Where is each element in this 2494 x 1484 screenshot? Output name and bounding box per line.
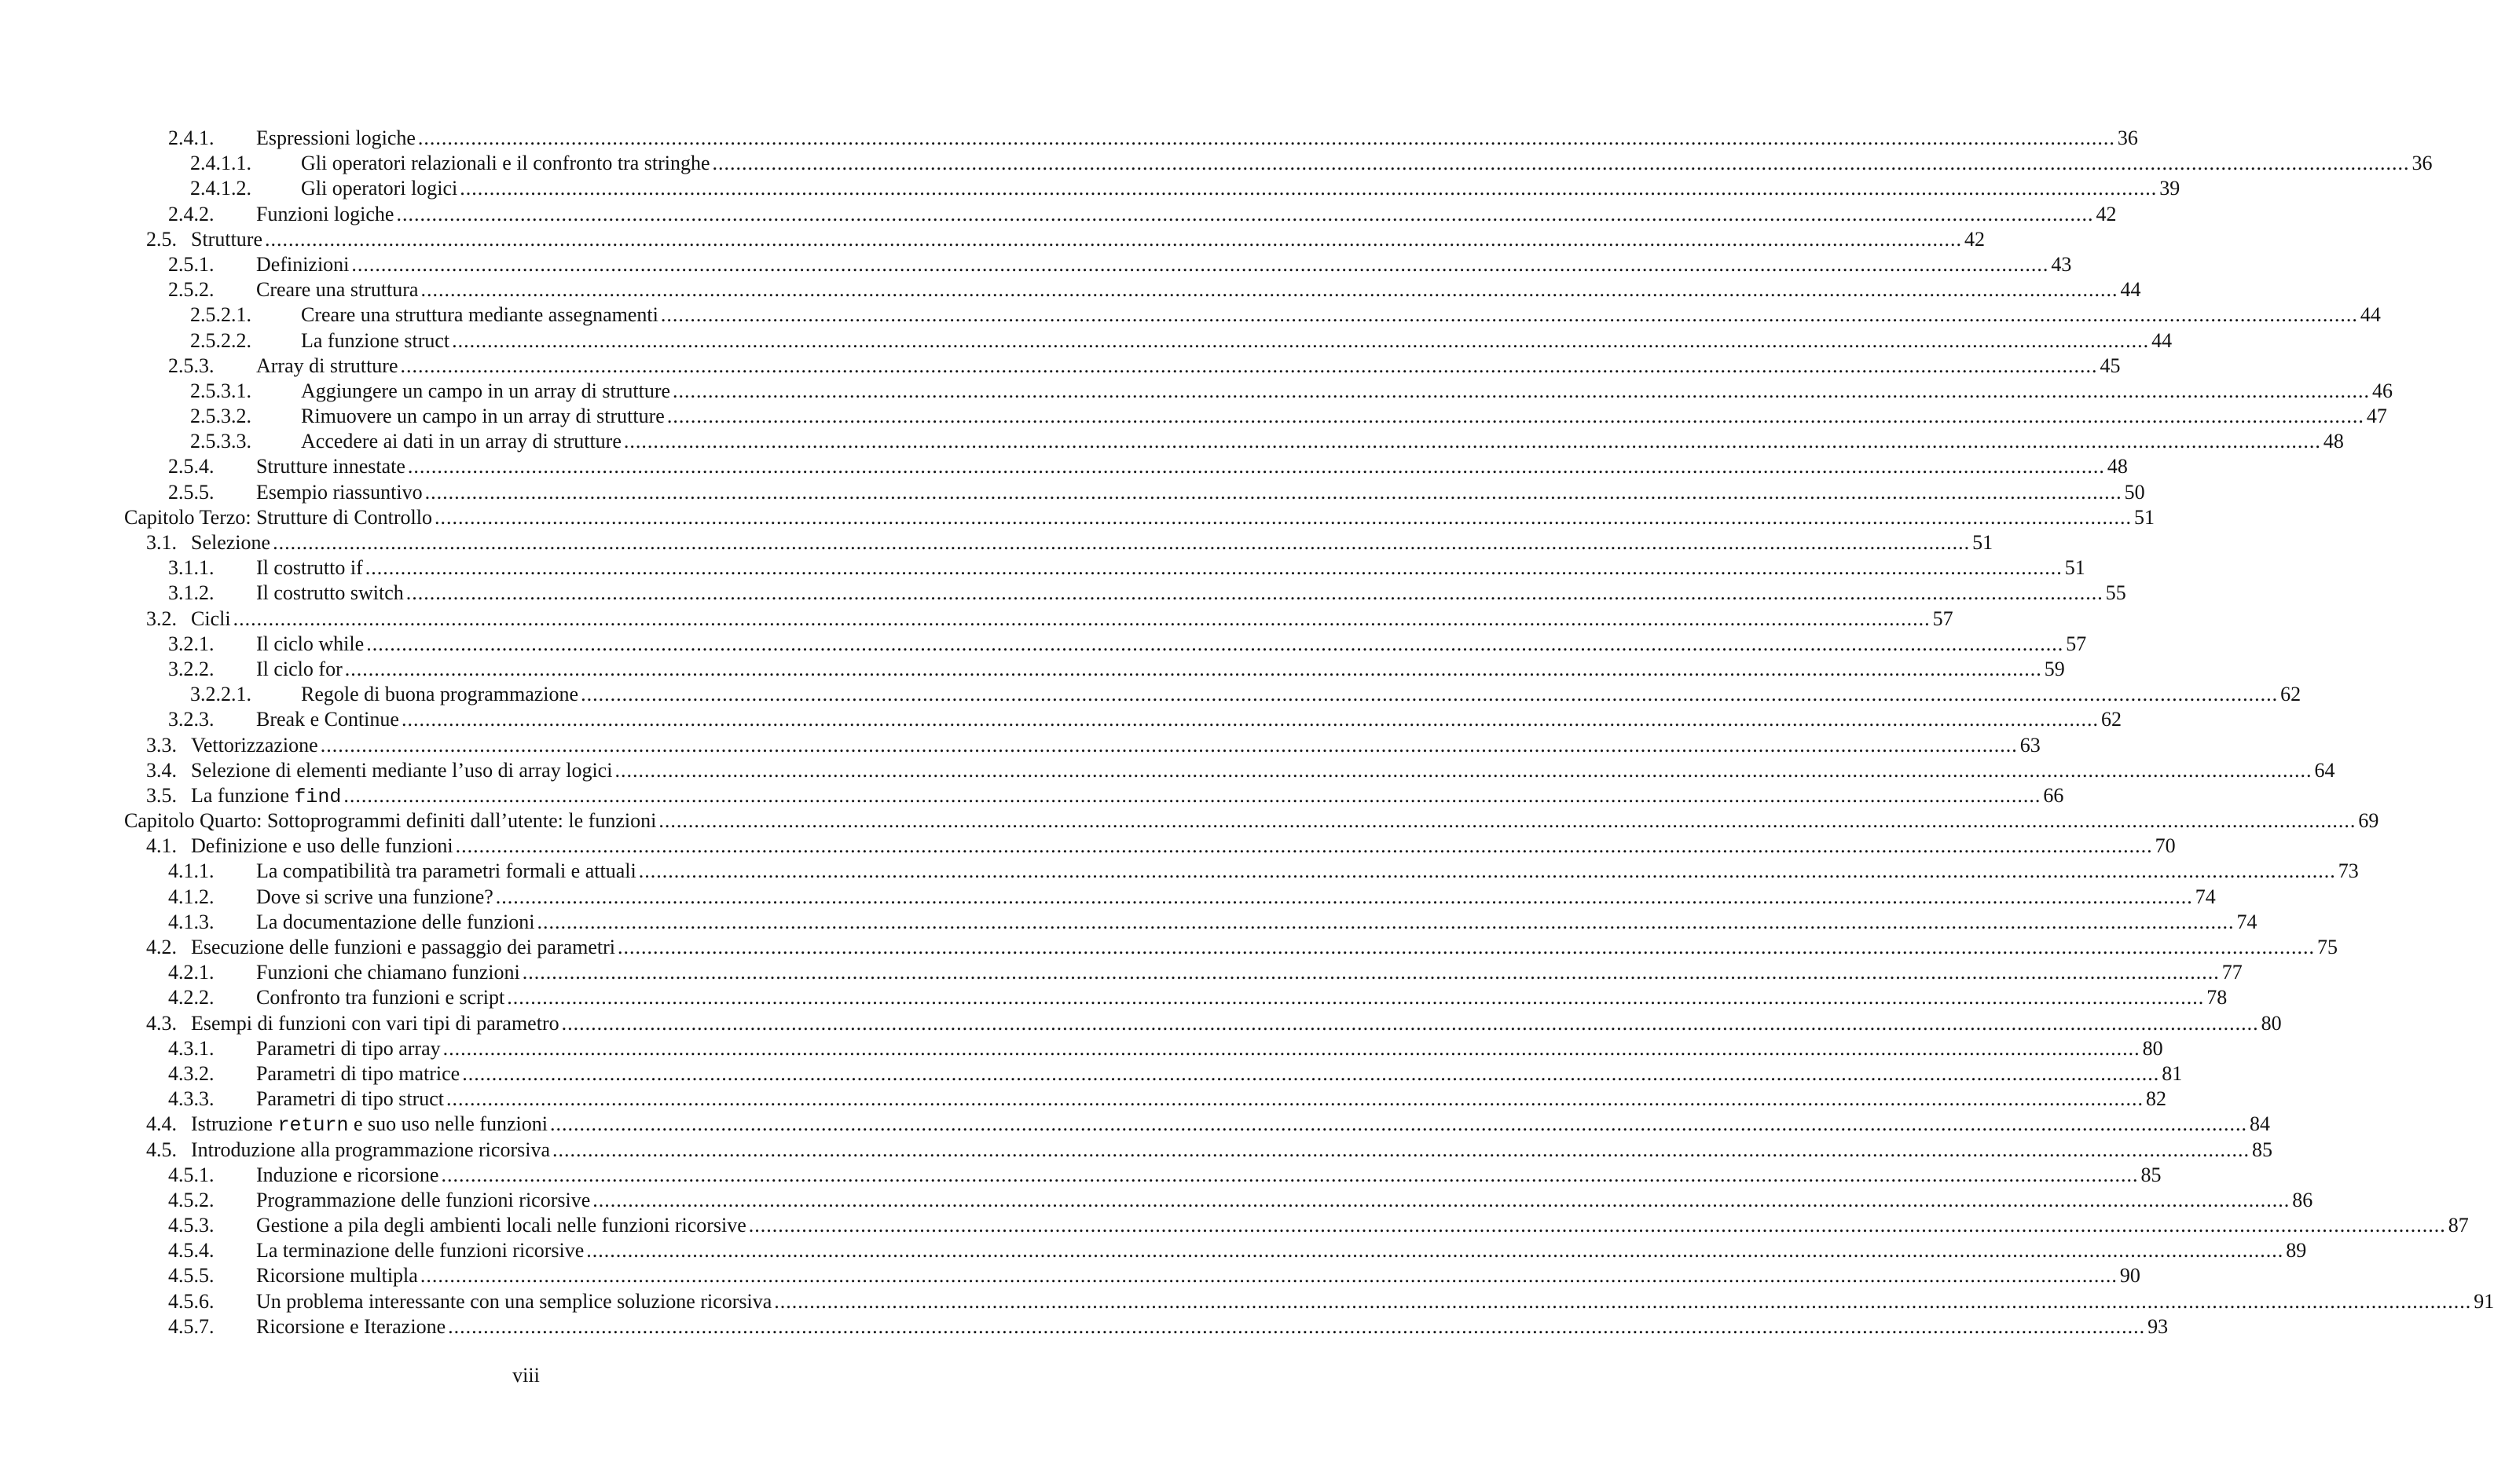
toc-entry[interactable]: [124, 859, 2359, 884]
toc-entry[interactable]: [124, 302, 2381, 328]
toc-entry[interactable]: [124, 935, 2338, 960]
toc-entry[interactable]: [124, 733, 2041, 758]
toc-entry-title: Strutture innestate: [256, 455, 405, 478]
toc-entry[interactable]: [124, 657, 2065, 682]
toc-entry[interactable]: [124, 885, 2216, 910]
toc-dot-leader: [351, 252, 2048, 277]
toc-entry[interactable]: [124, 960, 2243, 985]
toc-entry[interactable]: [124, 1112, 2270, 1138]
page-number: viii: [512, 1364, 540, 1387]
toc-entry-number: 4.5.5.: [168, 1264, 215, 1288]
toc-entry-number: 4.2.2.: [168, 986, 215, 1009]
toc-entry[interactable]: [124, 1314, 2169, 1339]
toc-entry-page: 44: [2360, 303, 2381, 327]
toc-entry-number: 4.5.6.: [168, 1289, 215, 1313]
toc-entry-number: 4.3.: [146, 1011, 177, 1035]
toc-entry-page: 45: [2100, 354, 2121, 377]
toc-entry[interactable]: [124, 1036, 2163, 1061]
toc-entry-page: 48: [2323, 430, 2344, 453]
toc-entry-number: 3.4.: [146, 758, 177, 782]
toc-entry-page: 91: [2474, 1289, 2494, 1313]
toc-entry-page: 36: [2117, 126, 2138, 149]
toc-dot-leader: [396, 202, 2093, 227]
toc-entry-title: Parametri di tipo array: [256, 1036, 441, 1060]
toc-entry-title: Creare una struttura: [256, 278, 419, 302]
toc-entry-title: Parametri di tipo struct: [256, 1087, 445, 1111]
toc-entry-title: Dove si scrive una funzione?: [256, 885, 493, 908]
toc-dot-leader: [233, 606, 1931, 632]
toc-entry-number: 2.4.2.: [168, 202, 215, 225]
toc-entry-page: 81: [2162, 1061, 2183, 1085]
toc-entry-page: 89: [2286, 1239, 2307, 1262]
toc-entry-page: 51: [2134, 505, 2155, 529]
toc-entry-page: 55: [2105, 581, 2126, 605]
toc-entry-title: Accedere ai dati in un array di strutture: [301, 430, 622, 453]
toc-dot-leader: [456, 834, 2153, 859]
toc-dot-leader: [435, 505, 2132, 530]
toc-entry-title: Espressioni logiche: [256, 126, 416, 149]
toc-entry-number: 2.5.3.3.: [190, 430, 251, 453]
toc-entry[interactable]: [124, 632, 2087, 657]
toc-entry[interactable]: [124, 480, 2145, 505]
toc-entry-page: 42: [1964, 227, 1985, 251]
toc-entry-page: 87: [2448, 1214, 2469, 1237]
toc-entry-number: 2.5.3.: [168, 354, 215, 377]
toc-entry-title: Selezione: [191, 531, 271, 554]
toc-entry[interactable]: [124, 1263, 2140, 1288]
toc-dot-leader: [550, 1112, 2247, 1137]
toc-entry-title: Confronto tra funzioni e script: [256, 986, 505, 1009]
toc-dot-leader: [452, 328, 2149, 354]
toc-dot-leader: [673, 379, 2370, 404]
toc-dot-leader: [496, 885, 2193, 910]
toc-entry-page: 50: [2124, 480, 2145, 504]
toc-entry[interactable]: [124, 808, 2379, 834]
toc-entry[interactable]: [124, 1188, 2313, 1213]
toc-entry-page: 70: [2155, 834, 2176, 858]
toc-entry-number: 2.5.4.: [168, 455, 215, 478]
toc-dot-leader: [507, 985, 2204, 1010]
toc-entry-page: 86: [2292, 1188, 2313, 1211]
toc-entry-number: 4.2.: [146, 936, 177, 958]
toc-entry[interactable]: [124, 834, 2176, 859]
toc-dot-leader: [273, 530, 1970, 555]
toc-entry-title: Selezione di elementi mediante l’uso di array logici: [191, 758, 613, 782]
toc-entry-page: 63: [2019, 733, 2041, 757]
toc-entry-page: 69: [2358, 809, 2379, 833]
toc-entry[interactable]: [124, 505, 2155, 530]
toc-entry-number: 3.2.2.1.: [190, 683, 251, 706]
toc-entry-page: 59: [2044, 657, 2065, 680]
toc-entry-number: 3.2.1.: [168, 632, 215, 655]
toc-entry-title: Funzioni che chiamano funzioni: [256, 961, 520, 984]
toc-dot-leader: [749, 1213, 2446, 1238]
toc-entry-page: 51: [1972, 531, 1993, 554]
toc-entry-title: Rimuovere un campo in un array di strutture: [301, 405, 665, 428]
toc-entry[interactable]: [124, 151, 2433, 176]
toc-entry-title: [191, 1112, 548, 1138]
toc-entry[interactable]: [124, 354, 2121, 379]
toc-entry-title: Parametri di tipo matrice: [256, 1061, 460, 1085]
toc-entry-page: 90: [2119, 1264, 2140, 1288]
toc-dot-leader: [446, 1086, 2144, 1112]
toc-entry-number: 4.5.2.: [168, 1188, 215, 1211]
toc-entry-title: Esempio riassuntivo: [256, 480, 423, 504]
toc-dot-leader: [406, 581, 2103, 606]
toc-entry-number: 3.3.: [146, 733, 177, 757]
toc-dot-leader: [624, 429, 2321, 454]
toc-dot-leader: [365, 555, 2063, 581]
toc-entry-code: return: [277, 1114, 349, 1138]
toc-entry-number: 2.5.3.1.: [190, 379, 251, 402]
toc-entry[interactable]: [124, 1011, 2282, 1036]
toc-entry-title: Esempi di funzioni con vari tipi di parametro: [191, 1011, 559, 1035]
toc-entry-title: Creare una struttura mediante assegnamenti: [301, 303, 658, 327]
toc-entry-page: 36: [2411, 152, 2433, 175]
toc-entry[interactable]: [124, 202, 2117, 227]
toc-entry-number: 4.5.7.: [168, 1314, 215, 1338]
table-of-contents: [124, 126, 2494, 1339]
toc-dot-leader: [618, 935, 2315, 960]
toc-entry-page: 84: [2249, 1112, 2270, 1136]
toc-entry[interactable]: [124, 682, 2301, 707]
toc-entry[interactable]: [124, 1163, 2162, 1188]
toc-entry-title: Regole di buona programmazione: [301, 683, 579, 706]
toc-entry[interactable]: [124, 1086, 2167, 1112]
toc-dot-leader: [462, 1061, 2159, 1086]
toc-entry-page: 43: [2051, 252, 2072, 276]
toc-dot-leader: [443, 1036, 2140, 1061]
toc-entry-number: 4.1.3.: [168, 910, 215, 933]
toc-dot-leader: [401, 354, 2098, 379]
toc-entry-title: Programmazione delle funzioni ricorsive: [256, 1188, 591, 1211]
toc-entry-number: 4.5.4.: [168, 1239, 215, 1262]
toc-entry-number: 3.1.: [146, 531, 177, 554]
toc-dot-leader: [586, 1238, 2283, 1263]
toc-entry[interactable]: [124, 1138, 2272, 1163]
toc-entry-number: 3.1.1.: [168, 556, 215, 580]
toc-entry-title: La terminazione delle funzioni ricorsive: [256, 1239, 585, 1262]
toc-entry-title: Definizione e uso delle funzioni: [191, 834, 453, 858]
toc-entry-page: 44: [2151, 328, 2173, 352]
toc-entry[interactable]: [124, 328, 2173, 354]
toc-dot-leader: [658, 808, 2356, 834]
toc-entry-number: 2.5.2.: [168, 278, 215, 302]
toc-dot-leader: [523, 960, 2220, 985]
toc-entry-page: 74: [2195, 885, 2216, 908]
toc-entry-page: 42: [2096, 202, 2117, 225]
toc-entry-title: La funzione struct: [301, 328, 450, 352]
toc-dot-leader: [441, 1163, 2138, 1188]
toc-dot-leader: [420, 277, 2118, 302]
toc-entry-page: 57: [1932, 606, 1953, 630]
toc-entry-title: Gli operatori relazionali e il confronto tra stringhe: [301, 152, 710, 175]
toc-entry-title: Esecuzione delle funzioni e passaggio dei parametri: [191, 936, 616, 958]
toc-entry-number: 4.5.1.: [168, 1163, 215, 1186]
toc-entry-page: 85: [2140, 1163, 2162, 1186]
toc-entry-title: Introduzione alla programmazione ricorsiva: [191, 1138, 550, 1161]
toc-entry[interactable]: [124, 379, 2393, 404]
toc-dot-leader: [420, 1263, 2118, 1288]
toc-entry-number: 4.5.3.: [168, 1214, 215, 1237]
toc-dot-leader: [667, 404, 2364, 429]
toc-entry-page: 44: [2120, 278, 2141, 302]
toc-entry-page: 62: [2100, 708, 2122, 731]
toc-entry[interactable]: [124, 707, 2122, 732]
toc-entry[interactable]: [124, 581, 2126, 606]
toc-entry-number: 4.3.1.: [168, 1036, 215, 1060]
toc-dot-leader: [614, 758, 2312, 783]
toc-entry[interactable]: [124, 606, 1953, 632]
toc-dot-leader: [713, 151, 2410, 176]
toc-entry-title: Capitolo Quarto: Sottoprogrammi definiti dall’utente: le funzioni: [124, 809, 657, 833]
toc-entry-page: 51: [2064, 556, 2085, 580]
toc-entry[interactable]: [124, 227, 1985, 252]
toc-entry-title: Gli operatori logici: [301, 177, 458, 200]
toc-dot-leader: [402, 707, 2099, 732]
toc-entry-page: 93: [2147, 1314, 2169, 1338]
toc-entry[interactable]: [124, 530, 1993, 555]
toc-entry-page: 85: [2251, 1138, 2272, 1161]
toc-entry-title: La compatibilità tra parametri formali e attuali: [256, 859, 636, 883]
toc-dot-leader: [537, 910, 2234, 935]
toc-entry-title-text: La funzione: [191, 783, 295, 807]
toc-entry-title: Il ciclo while: [256, 632, 365, 655]
toc-entry[interactable]: [124, 910, 2257, 935]
toc-dot-leader: [460, 176, 2157, 201]
toc-entry[interactable]: [124, 1238, 2307, 1263]
toc-entry-title: Ricorsione e Iterazione: [256, 1314, 446, 1338]
toc-entry-page: 73: [2338, 859, 2359, 883]
toc-entry-page: 39: [2159, 177, 2180, 200]
toc-entry-number: 4.3.3.: [168, 1087, 215, 1111]
toc-entry-number: 4.3.2.: [168, 1061, 215, 1085]
toc-entry-title: Definizioni: [256, 252, 350, 276]
toc-dot-leader: [774, 1289, 2471, 1314]
toc-entry[interactable]: [124, 1213, 2469, 1238]
toc-dot-leader: [592, 1188, 2290, 1213]
toc-entry-page: 80: [2142, 1036, 2163, 1060]
toc-entry-page: 62: [2280, 683, 2301, 706]
toc-entry-number: 2.5.2.1.: [190, 303, 251, 327]
toc-dot-leader: [581, 682, 2278, 707]
toc-entry-title: Ricorsione multipla: [256, 1264, 418, 1288]
toc-dot-leader: [425, 480, 2122, 505]
toc-dot-leader: [366, 632, 2063, 657]
toc-entry-title: Break e Continue: [256, 708, 399, 731]
toc-entry-number: 2.5.: [146, 227, 177, 251]
toc-entry-number: 2.4.1.1.: [190, 152, 251, 175]
toc-entry[interactable]: [124, 783, 2064, 808]
toc-entry-code: find: [294, 785, 342, 808]
toc-entry[interactable]: [124, 277, 2141, 302]
toc-entry[interactable]: [124, 404, 2387, 429]
toc-entry-title: Cicli: [191, 606, 231, 630]
toc-entry-number: 4.5.: [146, 1138, 177, 1161]
toc-dot-leader: [418, 126, 2115, 151]
toc-entry-number: 2.5.5.: [168, 480, 215, 504]
toc-entry[interactable]: [124, 176, 2180, 201]
toc-entry-page: 82: [2146, 1087, 2167, 1111]
toc-entry-page: 64: [2314, 758, 2335, 782]
toc-entry[interactable]: [124, 985, 2228, 1010]
toc-entry-number: 2.5.1.: [168, 252, 215, 276]
toc-entry[interactable]: [124, 429, 2344, 454]
toc-entry-page: 75: [2317, 936, 2338, 958]
toc-entry[interactable]: [124, 126, 2138, 151]
toc-entry-title: Array di strutture: [256, 354, 398, 377]
toc-entry-page: 77: [2221, 961, 2243, 984]
toc-entry-title-text: Istruzione: [191, 1112, 278, 1136]
toc-entry-page: 48: [2107, 455, 2128, 478]
toc-entry-number: 2.4.1.: [168, 126, 215, 149]
toc-entry-number: 3.2.: [146, 606, 177, 630]
toc-dot-leader: [552, 1138, 2250, 1163]
toc-dot-leader: [265, 227, 1962, 252]
toc-entry-page: 47: [2366, 405, 2387, 428]
toc-dot-leader: [639, 859, 2336, 884]
toc-entry-title: Gestione a pila degli ambienti locali nelle funzioni ricorsive: [256, 1214, 746, 1237]
toc-entry-number: 3.2.3.: [168, 708, 215, 731]
toc-entry-title: Vettorizzazione: [191, 733, 318, 757]
toc-entry-page: 80: [2261, 1011, 2282, 1035]
toc-entry[interactable]: [124, 758, 2335, 783]
toc-dot-leader: [448, 1314, 2145, 1339]
toc-entry-number: 3.2.2.: [168, 657, 215, 680]
toc-entry-page: 46: [2372, 379, 2393, 402]
toc-entry-page: 57: [2066, 632, 2087, 655]
toc-entry-number: 4.2.1.: [168, 961, 215, 984]
toc-entry-number: 2.5.2.2.: [190, 328, 251, 352]
toc-entry-title: [191, 783, 341, 810]
toc-entry-number: 3.1.2.: [168, 581, 215, 605]
toc-entry-number: 4.1.: [146, 834, 177, 858]
toc-entry[interactable]: [124, 1061, 2183, 1086]
toc-entry-title: Il costrutto if: [256, 556, 363, 580]
toc-entry[interactable]: [124, 1289, 2494, 1314]
toc-entry-title: Capitolo Terzo: Strutture di Controllo: [124, 505, 432, 529]
toc-entry-page: 78: [2206, 986, 2228, 1009]
toc-entry-number: 4.4.: [146, 1112, 177, 1136]
toc-entry-number: 3.5.: [146, 783, 177, 807]
toc-entry[interactable]: [124, 454, 2128, 479]
toc-entry-number: 2.5.3.2.: [190, 405, 251, 428]
toc-entry[interactable]: [124, 555, 2085, 581]
toc-entry-title: La documentazione delle funzioni: [256, 910, 535, 933]
toc-entry-number: 2.4.1.2.: [190, 177, 251, 200]
toc-dot-leader: [661, 302, 2358, 328]
toc-entry-title: Un problema interessante con una semplice soluzione ricorsiva: [256, 1289, 772, 1313]
toc-entry-number: 4.1.2.: [168, 885, 215, 908]
toc-dot-leader: [345, 657, 2042, 682]
toc-dot-leader: [321, 733, 2018, 758]
toc-entry-page: 66: [2043, 783, 2064, 807]
toc-entry-number: 4.1.1.: [168, 859, 215, 883]
toc-entry-title: Aggiungere un campo in un array di strutture: [301, 379, 671, 402]
toc-entry-title: Strutture: [191, 227, 262, 251]
toc-entry-title: Il ciclo for: [256, 657, 343, 680]
toc-dot-leader: [408, 454, 2105, 479]
toc-dot-leader: [562, 1011, 2259, 1036]
toc-entry[interactable]: [124, 252, 2072, 277]
toc-entry-page: 74: [2236, 910, 2257, 933]
toc-entry-title-suffix: e suo uso nelle funzioni: [348, 1112, 548, 1136]
toc-entry-title: Funzioni logiche: [256, 202, 394, 225]
toc-dot-leader: [343, 783, 2041, 808]
toc-entry-title: Il costrutto switch: [256, 581, 404, 605]
toc-entry-title: Induzione e ricorsione: [256, 1163, 439, 1186]
